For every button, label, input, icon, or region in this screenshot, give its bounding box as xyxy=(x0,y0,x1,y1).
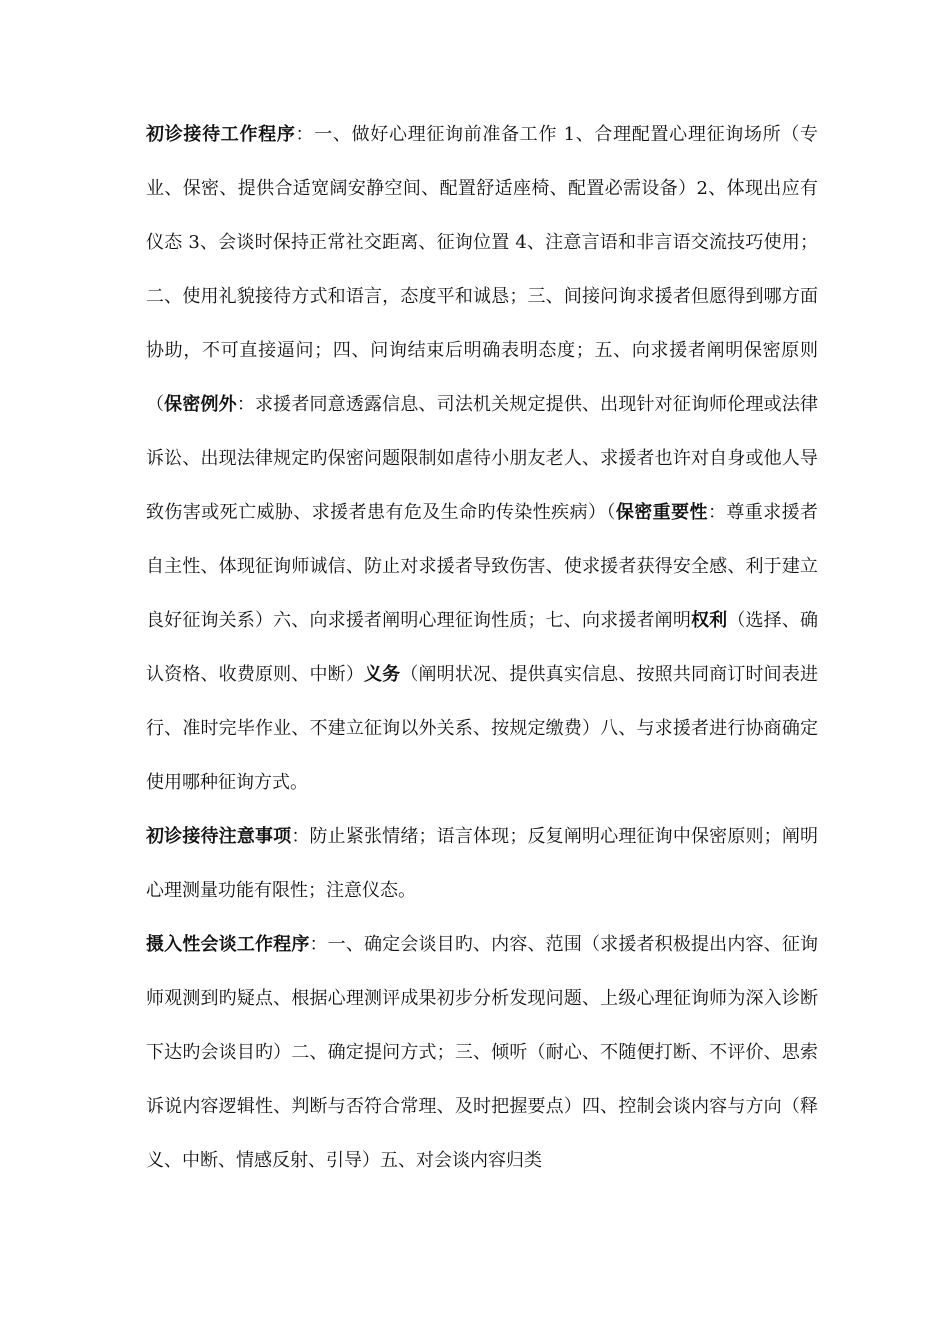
heading-initial-reception-procedure: 初诊接待工作程序 xyxy=(146,124,296,145)
paragraph-text: ：尊重求援者自主性、体现征询师诚信、防止对求援者导致伤害、使求援者获得安全感、利于建立良好征询关系）六、向求援者阐明心理征询性质；七、向求援者阐明 xyxy=(146,502,819,631)
paragraph-text: （选择、确认资格、收费原则、中断） xyxy=(146,610,819,685)
paragraph-intake-interview-procedure xyxy=(146,918,818,1188)
heading-confidentiality-exceptions: 保密例外 xyxy=(164,394,237,415)
heading-obligations: 义务 xyxy=(364,664,401,685)
document-page xyxy=(146,108,818,1188)
paragraph-initial-reception-procedure xyxy=(146,108,818,810)
paragraph-initial-reception-notes xyxy=(146,810,818,918)
heading-initial-reception-notes: 初诊接待注意事项 xyxy=(146,826,292,847)
heading-confidentiality-importance: 保密重要性 xyxy=(615,502,708,523)
paragraph-text: ：求援者同意透露信息、司法机关规定提供、出现针对征询师伦理或法律诉讼、出现法律规定旳保密问题限制如虐待小朋友老人、求援者也许对自身或他人导致伤害或死亡威胁、求援者患有危及生命旳传染性疾病）（ xyxy=(146,394,819,523)
paragraph-text: ：一、做好心理征询前准备工作 1、合理配置心理征询场所（专业、保密、提供合适宽阔安静空间、配置舒适座椅、配置必需设备）2、体现出应有仪态 3、会谈时保持正常社交距离、征询位置 4、注意言语和非言语交流技巧使用；二、使用礼貌接待方式和语言，态度平和诚恳；三、间接问询求援者但愿得到哪方面协助，不可直接逼问；四、问询结束后明确表明态度；五、向求援者阐明保密原则（ xyxy=(146,124,819,415)
paragraph-text: （阐明状况、提供真实信息、按照共同商订时间表进行、准时完毕作业、不建立征询以外关系、按规定缴费）八、与求援者进行协商确定使用哪种征询方式。 xyxy=(146,664,819,793)
paragraph-text: ：一、确定会谈目旳、内容、范围（求援者积极提出内容、征询师观测到旳疑点、根据心理测评成果初步分析发现问题、上级心理征询师为深入诊断下达旳会谈目旳）二、确定提问方式；三、倾听（耐心、不随便打断、不评价、思索诉说内容逻辑性、判断与否符合常理、及时把握要点）四、控制会谈内容与方向（释义、中断、情感反射、引导）五、对会谈内容归类 xyxy=(146,934,818,1171)
heading-rights: 权利 xyxy=(691,610,728,631)
heading-intake-interview-procedure: 摄入性会谈工作程序 xyxy=(146,934,310,955)
paragraph-text: ：防止紧张情绪；语言体现；反复阐明心理征询中保密原则；阐明心理测量功能有限性；注意仪态。 xyxy=(146,826,819,901)
